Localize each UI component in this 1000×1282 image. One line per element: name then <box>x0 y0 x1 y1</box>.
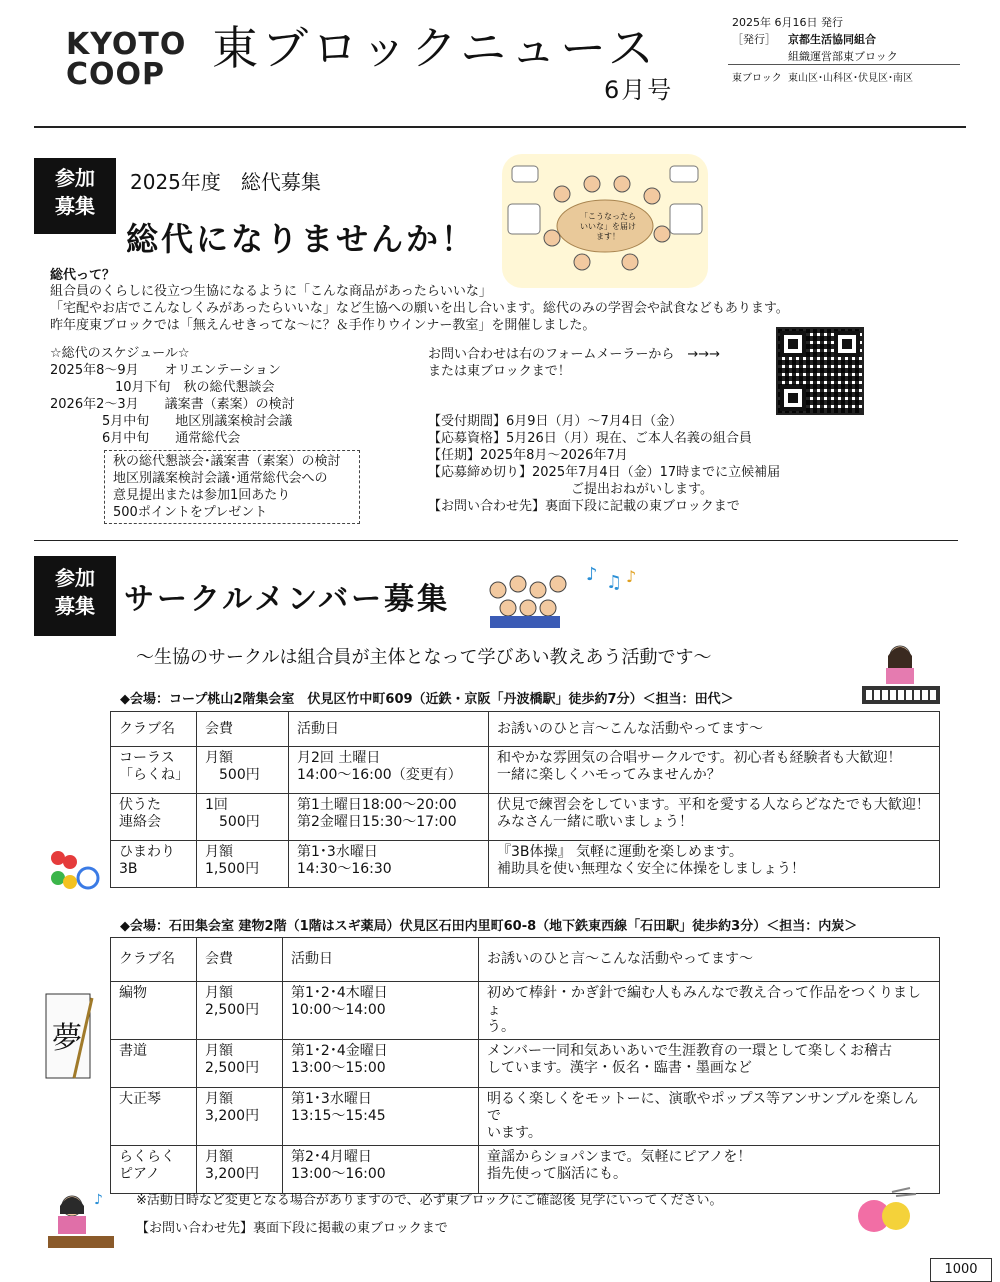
detail-line: 【応募資格】5月26日（月）現在、ご本人名義の組合員 <box>428 431 752 446</box>
club-days: 第1･2･4金曜日 13:00～15:00 <box>283 1040 479 1088</box>
detail-line: 【お問い合わせ先】裏面下段に記載の東ブロックまで <box>428 499 740 514</box>
kyoto-coop-logo <box>66 27 187 92</box>
club-description: 明るく楽しくをモットーに、演歌やポップス等アンサンブルを楽しんで います。 <box>479 1088 940 1146</box>
publisher-dept: 組織運営部東ブロック <box>788 50 898 63</box>
intro-line-3: 昨年度東ブロックでは「無えんせきってな～に？＆手作りウインナー教室」を開催しました。 <box>50 318 596 333</box>
badge-line-2: 募集 <box>55 594 95 618</box>
logo-line-1: KYOTO <box>66 27 187 62</box>
club-days: 第1土曜日18:00～20:00 第2金曜日15:30～17:00 <box>289 794 489 841</box>
schedule-item: 2025年8～9月 オリエンテーション <box>50 363 281 378</box>
choir-illustration-icon <box>476 560 646 630</box>
schedule-heading: ☆総代のスケジュール☆ <box>50 346 190 361</box>
detail-line: 【応募締め切り】2025年7月4日（金）17時までに立候補届 <box>428 465 781 480</box>
block-label: 東ブロック <box>732 73 782 84</box>
club-description: メンバー一同和気あいあいで生涯教育の一環として楽しくお稽古 しています。漢字・仮名・臨書・墨画など <box>479 1040 940 1088</box>
table-row <box>111 794 940 841</box>
col-invitation: お誘いのひと言～こんな活動やってます～ <box>479 938 940 982</box>
points-line: 秋の総代懇談会･議案書（素案）の検討 <box>113 454 341 469</box>
points-line: 地区別議案検討会議･通常総代会への <box>113 471 328 486</box>
club-description: 初めて棒針・かぎ針で編む人もみんなで教え合って作品をつくりましょ う。 <box>479 982 940 1040</box>
club-description: 伏見で練習会をしています。平和を愛する人ならどなたでも大歓迎！ みなさん一緒に歌いましょう！ <box>489 794 940 841</box>
table-row <box>111 747 940 794</box>
club-fee: 月額 2,500円 <box>197 982 283 1040</box>
club-name: 伏うた 連絡会 <box>111 794 197 841</box>
qr-corner <box>780 385 806 411</box>
section2-contact: 【お問い合わせ先】裏面下段に掲載の東ブロックまで <box>136 1221 448 1236</box>
detail-line: 【任期】2025年8月～2026年7月 <box>428 448 628 463</box>
header-divider <box>34 126 966 128</box>
col-club-name: クラブ名 <box>111 712 197 747</box>
yarn-balls-illustration-icon <box>852 1186 922 1236</box>
form-mailer-qr-code[interactable] <box>776 327 864 415</box>
contact-block <box>428 346 720 380</box>
section1-badge <box>34 158 116 234</box>
koto-player-illustration-icon <box>42 1186 116 1256</box>
qr-corner <box>780 331 806 357</box>
section2-headline: サークルメンバー募集 <box>124 582 451 617</box>
club-days: 第1･2･4木曜日 10:00～14:00 <box>283 982 479 1040</box>
header-rule <box>728 64 960 65</box>
col-club-name: クラブ名 <box>111 938 197 982</box>
club-description: 和やかな雰囲気の合唱サークルです。初心者も経験者も大歓迎！ 一緒に楽しくハモってみませんか？ <box>489 747 940 794</box>
newsletter-title: 東ブロックニュース <box>212 21 658 75</box>
table-header-row <box>111 938 940 982</box>
club-days: 第2･4月曜日 13:00～16:00 <box>283 1146 479 1194</box>
venue-ishida: ◆会場：石田集会室 建物2階（1階はスギ薬局）伏見区石田内里町60-8（地下鉄東西線「石田駅」徒歩約3分）＜担当：内炭＞ <box>120 919 858 934</box>
exercise-tools-illustration-icon <box>44 846 104 894</box>
clubs-table-momoyama <box>110 711 940 888</box>
svg-text:♪: ♪ <box>626 567 637 586</box>
col-invitation: お誘いのひと言～こんな活動やってます～ <box>489 712 940 747</box>
points-line: 意見提出または参加1回あたり <box>113 488 291 503</box>
club-fee: 月額 3,200円 <box>197 1146 283 1194</box>
publisher-org: 京都生活協同組合 <box>788 33 876 46</box>
detail-line: ご提出おねがいします。 <box>428 482 713 497</box>
club-fee: 月額 1,500円 <box>197 841 289 888</box>
block-areas: 東山区･山科区･伏見区･南区 <box>788 73 913 84</box>
section1-subtitle: 2025年度 総代募集 <box>130 170 321 194</box>
section2-badge <box>34 556 116 636</box>
clubs-table-ishida <box>110 937 940 1194</box>
section2-tagline: ～生協のサークルは組合員が主体となって学びあい教えあう活動です～ <box>136 647 712 668</box>
svg-text:夢: 夢 <box>52 1021 82 1056</box>
table-row <box>111 1040 940 1088</box>
col-fee: 会費 <box>197 712 289 747</box>
detail-line: 【受付期間】6月9日（月）～7月4日（金） <box>428 414 683 429</box>
club-fee: 月額 2,500円 <box>197 1040 283 1088</box>
issue-label: 6月号 <box>604 76 674 104</box>
schedule-block <box>50 345 295 447</box>
points-line: 500ポイントをプレゼント <box>113 505 268 520</box>
badge-line-1: 参加 <box>55 166 95 190</box>
piano-player-illustration-icon <box>860 638 942 708</box>
section-divider <box>34 540 958 541</box>
badge-line-2: 募集 <box>55 194 95 218</box>
club-fee: 月額 500円 <box>197 747 289 794</box>
club-name: 大正琴 <box>111 1088 197 1146</box>
contact-line: お問い合わせは右のフォームメーラーから →→→ <box>428 347 721 362</box>
club-fee: 月額 3,200円 <box>197 1088 283 1146</box>
calligraphy-illustration-icon <box>44 992 104 1082</box>
illustration-caption: 「こうなったらいいな」を届けます！ <box>580 212 636 241</box>
page-number: 1000 <box>930 1258 992 1282</box>
points-box <box>104 450 360 524</box>
table-row <box>111 841 940 888</box>
section1-headline: 総代になりませんか！ <box>126 220 477 258</box>
club-description: 『3B体操』 気軽に運動を楽しめます。 補助具を使い無理なく安全に体操をしましょう！ <box>489 841 940 888</box>
svg-text:♪: ♪ <box>586 564 598 585</box>
club-name: 編物 <box>111 982 197 1040</box>
club-fee: 1回 500円 <box>197 794 289 841</box>
intro-line-0: 総代って？ <box>50 268 116 283</box>
club-days: 月2回 土曜日 14:00～16:00（変更有） <box>289 747 489 794</box>
venue-momoyama: ◆会場：コープ桃山2階集会室 伏見区竹中町609（近鉄・京阪「丹波橋駅」徒歩約7分）＜担当：田代＞ <box>120 692 734 707</box>
intro-line-2: 「宅配やお店でこんなしくみがあったらいいな」など生協への願いを出し合います。総代のみの学習会や試食などもあります。 <box>50 301 789 316</box>
table-row <box>111 1088 940 1146</box>
table-header-row <box>111 712 940 747</box>
col-fee: 会費 <box>197 938 283 982</box>
badge-line-1: 参加 <box>55 566 95 590</box>
club-name: ひまわり 3B <box>111 841 197 888</box>
club-description: 童謡からショパンまで。気軽にピアノを！ 指先使って脳活にも。 <box>479 1146 940 1194</box>
schedule-item: 6月中旬 通常総代会 <box>50 431 241 446</box>
qr-corner <box>834 331 860 357</box>
club-days: 第1･3水曜日 13:15～15:45 <box>283 1088 479 1146</box>
publisher-label: ［発行］ <box>732 33 776 46</box>
table-row <box>111 1146 940 1194</box>
change-notice: ※活動日時など変更となる場合がありますので、必ず東ブロックにご確認後 見学にいってください。 <box>136 1193 723 1208</box>
contact-line: または東ブロックまで！ <box>428 364 571 379</box>
recruit-details <box>428 413 780 515</box>
svg-text:♫: ♫ <box>606 572 623 593</box>
table-row <box>111 982 940 1040</box>
col-activity-days: 活動日 <box>289 712 489 747</box>
schedule-item: 5月中旬 地区別議案検討会議 <box>50 414 293 429</box>
club-name: 書道 <box>111 1040 197 1088</box>
representatives-illustration <box>502 154 708 288</box>
intro-line-1: 組合員のくらしに役立つ生協になるように「こんな商品があったらいいな」 <box>50 284 492 299</box>
club-name: コーラス 「らくね」 <box>111 747 197 794</box>
col-activity-days: 活動日 <box>283 938 479 982</box>
publish-date: 2025年 6月16日 発行 <box>732 16 843 29</box>
logo-line-2: COOP <box>66 57 166 92</box>
club-days: 第1･3水曜日 14:30～16:30 <box>289 841 489 888</box>
schedule-item: 2026年2～3月 議案書（素案）の検討 <box>50 397 295 412</box>
club-name: らくらく ピアノ <box>111 1146 197 1194</box>
schedule-item: 10月下旬 秋の総代懇談会 <box>50 380 275 395</box>
svg-text:♪: ♪ <box>94 1192 103 1208</box>
